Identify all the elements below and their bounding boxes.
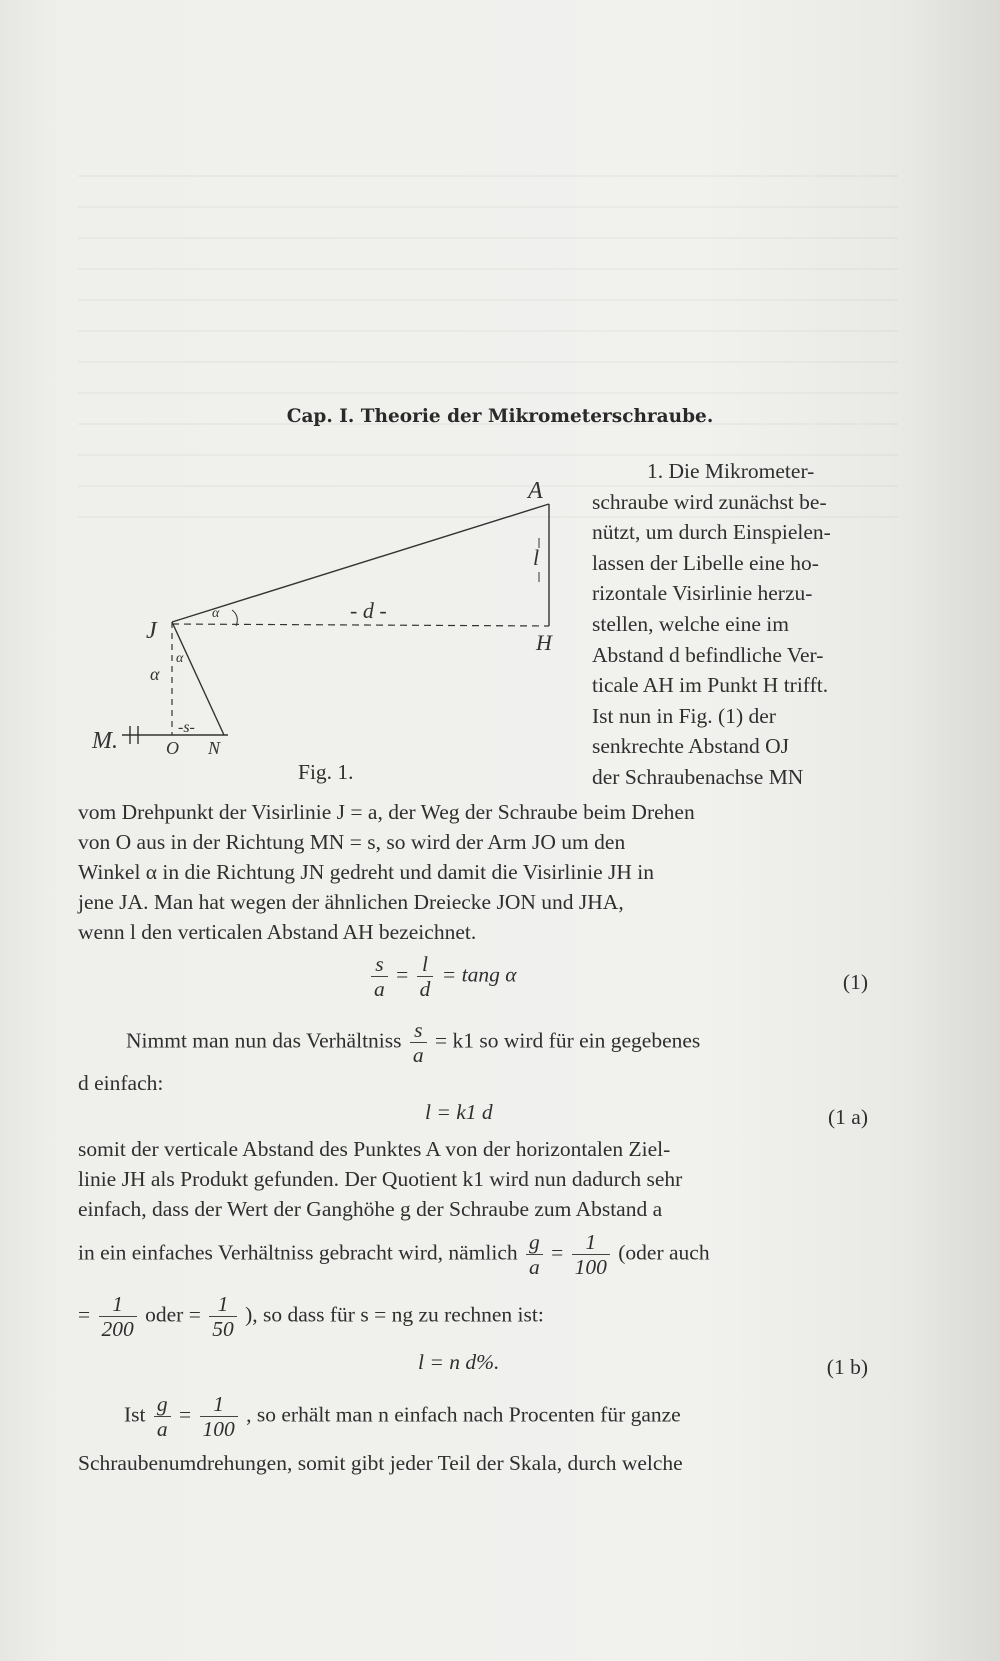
figure-caption: Fig. 1. [298, 760, 354, 784]
text-line: der Schraubenachse MN [592, 764, 804, 789]
text-line: d einfach: [78, 1071, 164, 1095]
para4-f2d: 100 [202, 1417, 235, 1441]
para2-pre: Nimmt man nun das Verhältniss [126, 1028, 402, 1053]
equation-1: $\frac{s}{a}$ = $\frac{l}{d}$ = tang α [368, 952, 517, 1001]
eq1-tang: = tang α [441, 962, 517, 987]
text-line: somit der verticale Abstand des Punktes A von der horizontalen Ziel- [78, 1137, 671, 1161]
text-line: Schraubenumdrehungen, somit gibt jeder Teil der Skala, durch welche [78, 1451, 683, 1475]
label-alpha-mark: α [176, 651, 184, 666]
para4-f2n: 1 [200, 1392, 238, 1417]
para2-post: = k1 so wird für ein gegebenes [435, 1028, 701, 1053]
text-line: stellen, welche eine im [592, 611, 790, 636]
para4-mid: = [179, 1402, 197, 1427]
text-line: linie JH als Produkt gefunden. Der Quotient k1 wird nun dadurch sehr [78, 1167, 683, 1191]
para3c-f1d: 200 [101, 1317, 134, 1341]
eq1-s: s [371, 952, 388, 977]
right-column-text [592, 456, 868, 793]
text-line: ticale AH im Punkt H trifft. [592, 673, 829, 698]
para3b-f2d: 100 [574, 1255, 607, 1279]
para3b-pre: in ein einfaches Verhältniss gebracht wird, nämlich [78, 1240, 518, 1265]
eq1-d: d [419, 977, 431, 1001]
label-l: l [533, 545, 540, 570]
equation-1b-number: (1 b) [826, 1355, 868, 1379]
para3c-eq: = [78, 1302, 91, 1327]
para3c-mid: oder = [145, 1302, 201, 1327]
para3c-f2d: 50 [212, 1317, 234, 1341]
text-line: 1. Die Mikrometer- [647, 459, 815, 483]
label-H: H [536, 630, 552, 655]
text-line: nützt, um durch Einspielen- [592, 520, 831, 545]
text-line [78, 1392, 914, 1441]
text-line: senkrechte Abstand OJ [592, 734, 790, 759]
text-line: lassen der Libelle eine ho- [592, 550, 819, 575]
text-line [78, 1018, 916, 1067]
label-M: M. [92, 728, 118, 754]
para4-fd: a [156, 1417, 168, 1441]
label-d: - d - [350, 598, 387, 623]
text-line [78, 1230, 868, 1279]
equation-1a: l = k1 d [425, 1100, 493, 1124]
text-line: rizontale Visirlinie herzu- [592, 581, 813, 606]
equation-1b: l = n d%. [418, 1350, 500, 1374]
para3b-post: (oder auch [618, 1240, 710, 1265]
label-alpha-left: α [150, 664, 160, 684]
label-O: O [166, 738, 179, 758]
text-line: von O aus in der Richtung MN = s, so wird der Arm JO um den [78, 830, 626, 854]
equation-1a-number: (1 a) [828, 1105, 868, 1129]
text-line: Abstand d befindliche Ver- [592, 642, 824, 667]
para3b-f1n: g [526, 1230, 543, 1255]
text-line: wenn l den verticalen Abstand AH bezeichnet. [78, 920, 477, 944]
para2-frac-den: a [412, 1043, 424, 1067]
label-N: N [208, 738, 221, 758]
para3c-f1n: 1 [99, 1292, 137, 1317]
para3b-f2n: 1 [572, 1230, 610, 1255]
para3b-f1d: a [529, 1255, 540, 1279]
text-line: Winkel α in die Richtung JN gedreht und damit die Visirlinie JH in [78, 860, 654, 884]
text-line: einfach, dass der Wert der Ganghöhe g der Schraube zum Abstand a [78, 1197, 663, 1221]
eq1-l: l [417, 952, 434, 977]
label-alpha-top: α [212, 606, 220, 621]
para4-fn: g [154, 1392, 171, 1417]
label-A: A [528, 478, 543, 504]
para2-frac-num: s [410, 1018, 427, 1043]
text-line: schraube wird zunächst be- [592, 489, 827, 514]
text-line: jene JA. Man hat wegen der ähnlichen Dreiecke JON und JHA, [78, 890, 624, 914]
para4-pre: Ist [124, 1402, 146, 1427]
chapter-heading: Cap. I. Theorie der Mikrometerschraube. [286, 406, 714, 427]
label-s: -s- [178, 719, 195, 736]
label-J: J [146, 618, 157, 644]
equation-1-number: (1) [842, 970, 868, 994]
text-line: vom Drehpunkt der Visirlinie J = a, der Weg der Schraube beim Drehen [78, 800, 695, 824]
eq1-a: a [374, 977, 385, 1001]
para3b-eq: = [551, 1240, 564, 1265]
text-line [78, 1292, 868, 1341]
para3c-post: ), so dass für s = ng zu rechnen ist: [245, 1302, 544, 1327]
figure-1-diagram [80, 460, 580, 760]
para4-post: , so erhält man n einfach nach Procenten für ganze [246, 1402, 681, 1427]
text-line: Ist nun in Fig. (1) der [592, 703, 776, 728]
para3c-f2n: 1 [209, 1292, 237, 1317]
